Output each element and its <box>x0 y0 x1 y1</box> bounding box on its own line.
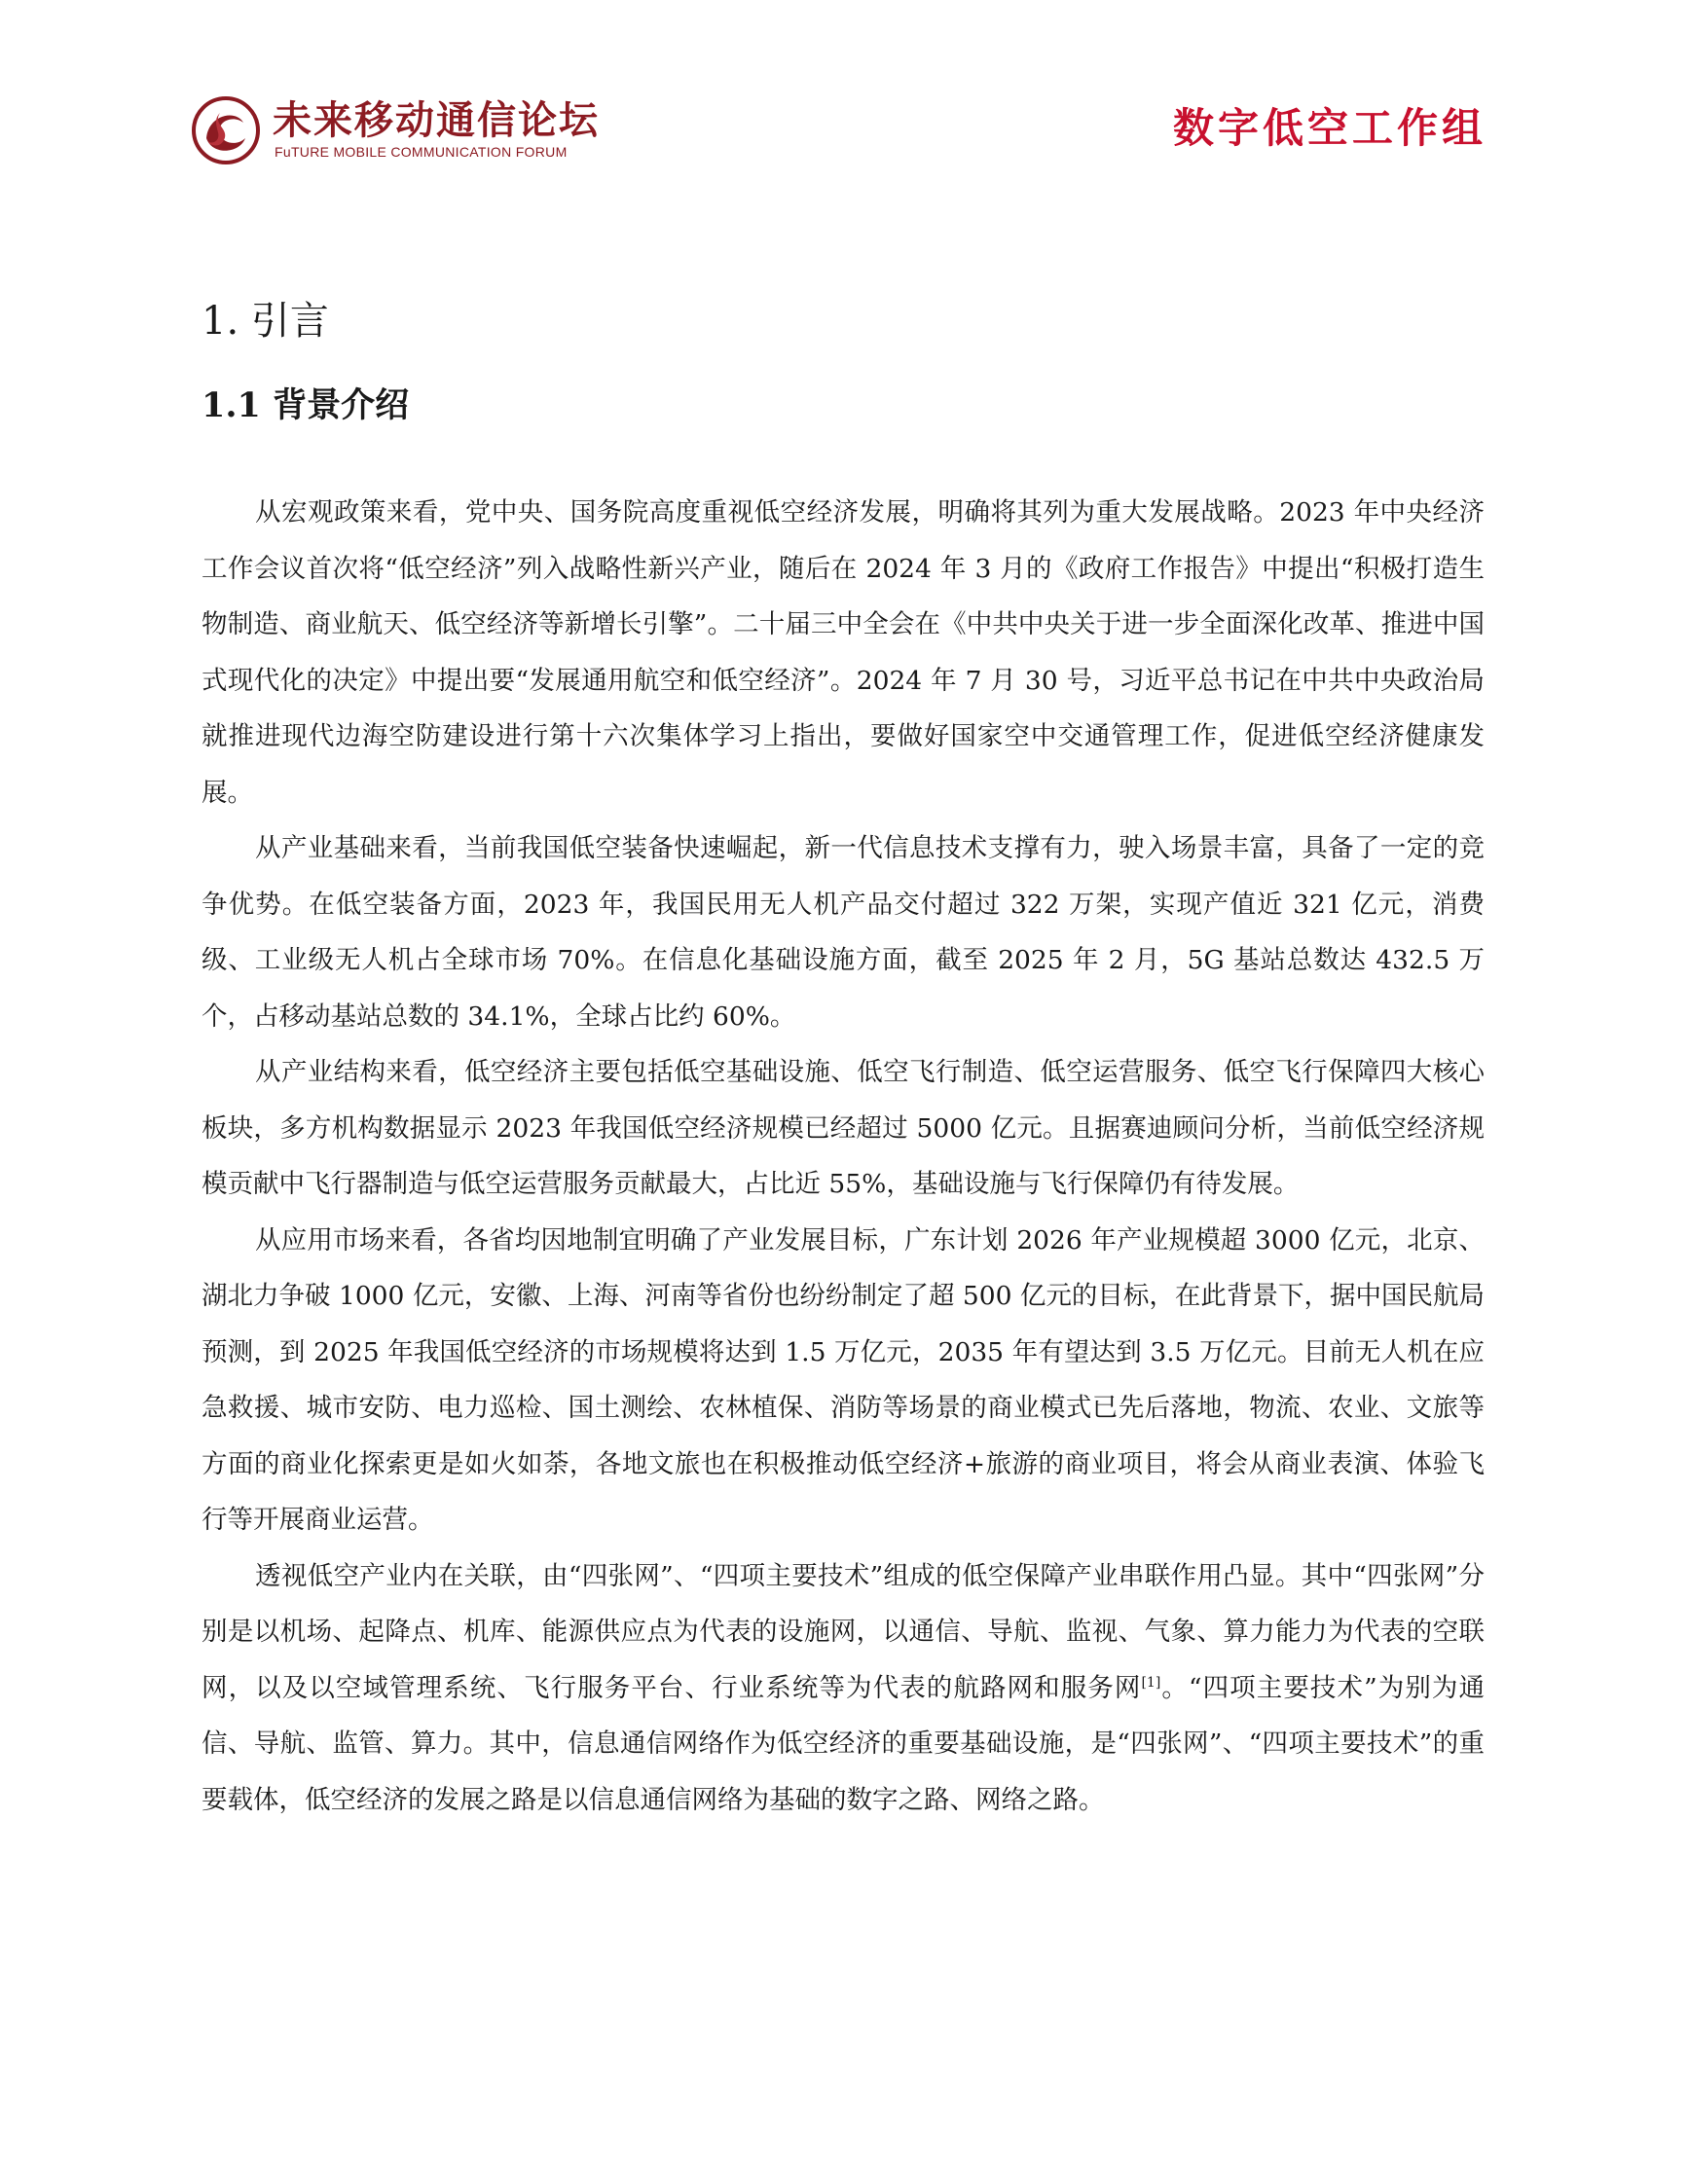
subsection-title: 背景介绍 <box>273 385 410 425</box>
forum-logo-icon <box>191 95 261 165</box>
paragraph-networks-part1: 透视低空产业内在关联，由“四张网”、“四项主要技术”组成的低空保障产业串联作用凸显。其中“四张网”分别是以机场、起降点、机库、能源供应点为代表的设施网，以通信、导航、监视、气象、算力能力为代表的空联网，以及以空域管理系统、飞行服务平台、行业系统等为代表的航路网和服务网 <box>202 1560 1485 1703</box>
paragraph-networks <box>202 1548 1485 1829</box>
section-heading: 1. 引言 <box>202 299 329 344</box>
logo-english-text: FuTURE MOBILE COMMUNICATION FORUM <box>275 144 568 160</box>
document-body <box>202 292 1485 1828</box>
forum-logo <box>191 95 600 165</box>
paragraph-policy: 从宏观政策来看，党中央、国务院高度重视低空经济发展，明确将其列为重大发展战略。2023 年中央经济工作会议首次将“低空经济”列入战略性新兴产业，随后在 2024 年 3 月的《政府工作报告》中提出“积极打造生物制造、商业航天、低空经济等新增长引擎”。二十届三中全会在《中共中央关于进一步全面深化改革、推进中国式现代化的决定》中提出要“发展通用航空和低空经济”。2024 年 7 月 30 号，习近平总书记在中共中央政治局就推进现代边海空防建设进行第十六次集体学习上指出，要做好国家空中交通管理工作，促进低空经济健康发展。 <box>202 497 1485 808</box>
paragraph-networks-part2: 。“四项主要技术”为别为通信、导航、监管、算力。其中，信息通信网络作为低空经济的重要基础设施，是“四张网”、“四项主要技术”的重要载体，低空经济的发展之路是以信息通信网络为基础的数字之路、网络之路。 <box>202 1672 1485 1815</box>
paragraph-list <box>202 485 1485 1828</box>
paragraph-industry-structure: 从产业结构来看，低空经济主要包括低空基础设施、低空飞行制造、低空运营服务、低空飞行保障四大核心板块，多方机构数据显示 2023 年我国低空经济规模已经超过 5000 亿元。且据赛迪顾问分析，当前低空经济规模贡献中飞行器制造与低空运营服务贡献最大，占比近 55%，基础设施与飞行保障仍有待发展。 <box>202 1057 1485 1199</box>
logo-chinese-text: 未来移动通信论坛 <box>273 97 600 143</box>
citation-link[interactable]: [1] <box>1141 1674 1161 1691</box>
subsection-heading <box>202 378 1485 434</box>
subsection-number: 1.1 <box>202 385 261 425</box>
working-group-title: 数字低空工作组 <box>1172 104 1486 152</box>
paragraph-market: 从应用市场来看，各省均因地制宜明确了产业发展目标，广东计划 2026 年产业规模超 3000 亿元，北京、湖北力争破 1000 亿元，安徽、上海、河南等省份也纷纷制定了超 500 亿元的目标，在此背景下，据中国民航局预测，到 2025 年我国低空经济的市场规模将达到 1.5 万亿元，2035 年有望达到 3.5 万亿元。目前无人机在应急救援、城市安防、电力巡检、国土测绘、农林植保、消防等场景的商业模式已先后落地，物流、农业、文旅等方面的商业化探索更是如火如荼，各地文旅也在积极推动低空经济+旅游的商业项目，将会从商业表演、体验飞行等开展商业运营。 <box>202 1224 1485 1535</box>
page-header <box>0 0 1688 185</box>
paragraph-industry-base: 从产业基础来看，当前我国低空装备快速崛起，新一代信息技术支撑有力，驶入场景丰富，具备了一定的竞争优势。在低空装备方面，2023 年，我国民用无人机产品交付超过 322 万架，实现产值近 321 亿元，消费级、工业级无人机占全球市场 70%。在信息化基础设施方面，截至 2025 年 2 月，5G 基站总数达 432.5 万个，占移动基站总数的 34.1%，全球占比约 60%。 <box>202 833 1485 1032</box>
